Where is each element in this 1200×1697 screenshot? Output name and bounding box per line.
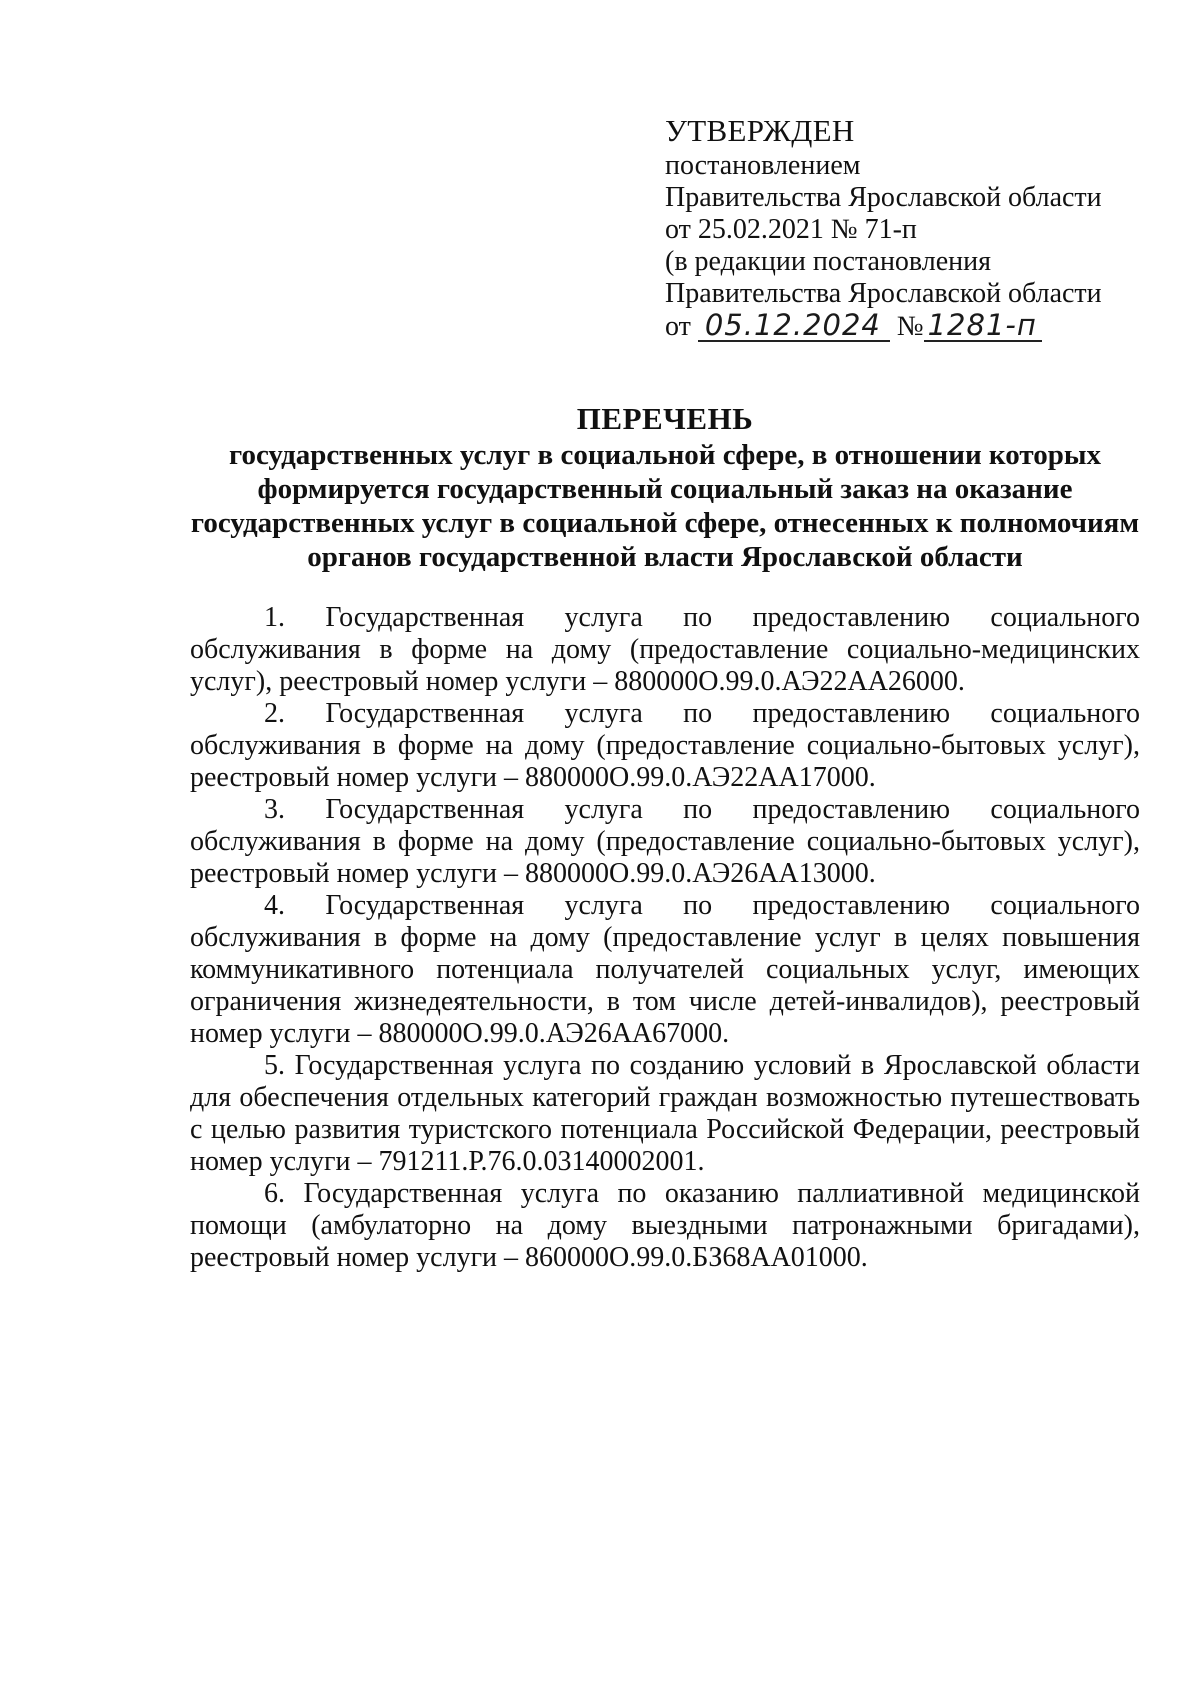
- title-heading: ПЕРЕЧЕНЬ: [576, 401, 754, 436]
- handwritten-number: 1281-п: [924, 310, 1042, 342]
- document-title: [190, 402, 1140, 574]
- from-label: от: [665, 311, 691, 342]
- approval-line-5: Правительства Ярославской области: [665, 278, 1102, 309]
- amendment-date-line: [665, 310, 1135, 343]
- list-item: 6. Государственная услуга по оказанию паллиативной медицинской помощи (амбулаторно на дому выездными патронажными бригадами), реестровый номер услуги – 860000О.99.0.БЗ68АА01000.: [190, 1178, 1140, 1273]
- approval-line-4: (в редакции постановления: [665, 246, 992, 277]
- list-item: 3. Государственная услуга по предоставлению социального обслуживания в форме на дому (предоставление социально-бытовых услуг), реестровый номер услуги – 880000О.99.0.АЭ26АА13000.: [190, 794, 1140, 889]
- list-item: 2. Государственная услуга по предоставлению социального обслуживания в форме на дому (предоставление социально-бытовых услуг), реестровый номер услуги – 880000О.99.0.АЭ22АА17000.: [190, 698, 1140, 793]
- title-line-2: формируется государственный социальный заказ на оказание: [257, 473, 1073, 505]
- approval-line-3: от 25.02.2021 № 71-п: [665, 214, 917, 245]
- approval-line-1: постановлением: [665, 150, 861, 181]
- handwritten-date: 05.12.2024: [698, 310, 890, 342]
- approval-heading: УТВЕРЖДЕН: [665, 113, 855, 148]
- approval-line-2: Правительства Ярославской области: [665, 182, 1102, 213]
- title-line-3: государственных услуг в социальной сфере, отнесенных к полномочиям: [190, 507, 1140, 539]
- list-item: 5. Государственная услуга по созданию условий в Ярославской области для обеспечения отдельных категорий граждан возможностью путешествовать с целью развития туристского потенциала Российской Федерации, реестровый номер услуги – 791211.Р.76.0.03140002001.: [190, 1050, 1140, 1177]
- services-list: [190, 602, 1140, 1274]
- number-label: №: [896, 311, 924, 342]
- title-line-4: органов государственной власти Ярославской области: [307, 541, 1023, 573]
- list-item: 4. Государственная услуга по предоставлению социального обслуживания в форме на дому (предоставление услуг в целях повышения коммуникативного потенциала получателей социальных услуг, имеющих ограничения жизнедеятельности, в том числе детей-инвалидов), реестровый номер услуги – 880000О.99.0.АЭ26АА67000.: [190, 890, 1140, 1049]
- list-item: 1. Государственная услуга по предоставлению социального обслуживания в форме на дому (предоставление социально-медицинских услуг), реестровый номер услуги – 880000О.99.0.АЭ22АА26000.: [190, 602, 1140, 697]
- title-line-1: государственных услуг в социальной сфере, в отношении которых: [229, 439, 1101, 471]
- approval-stamp-block: [665, 112, 1135, 343]
